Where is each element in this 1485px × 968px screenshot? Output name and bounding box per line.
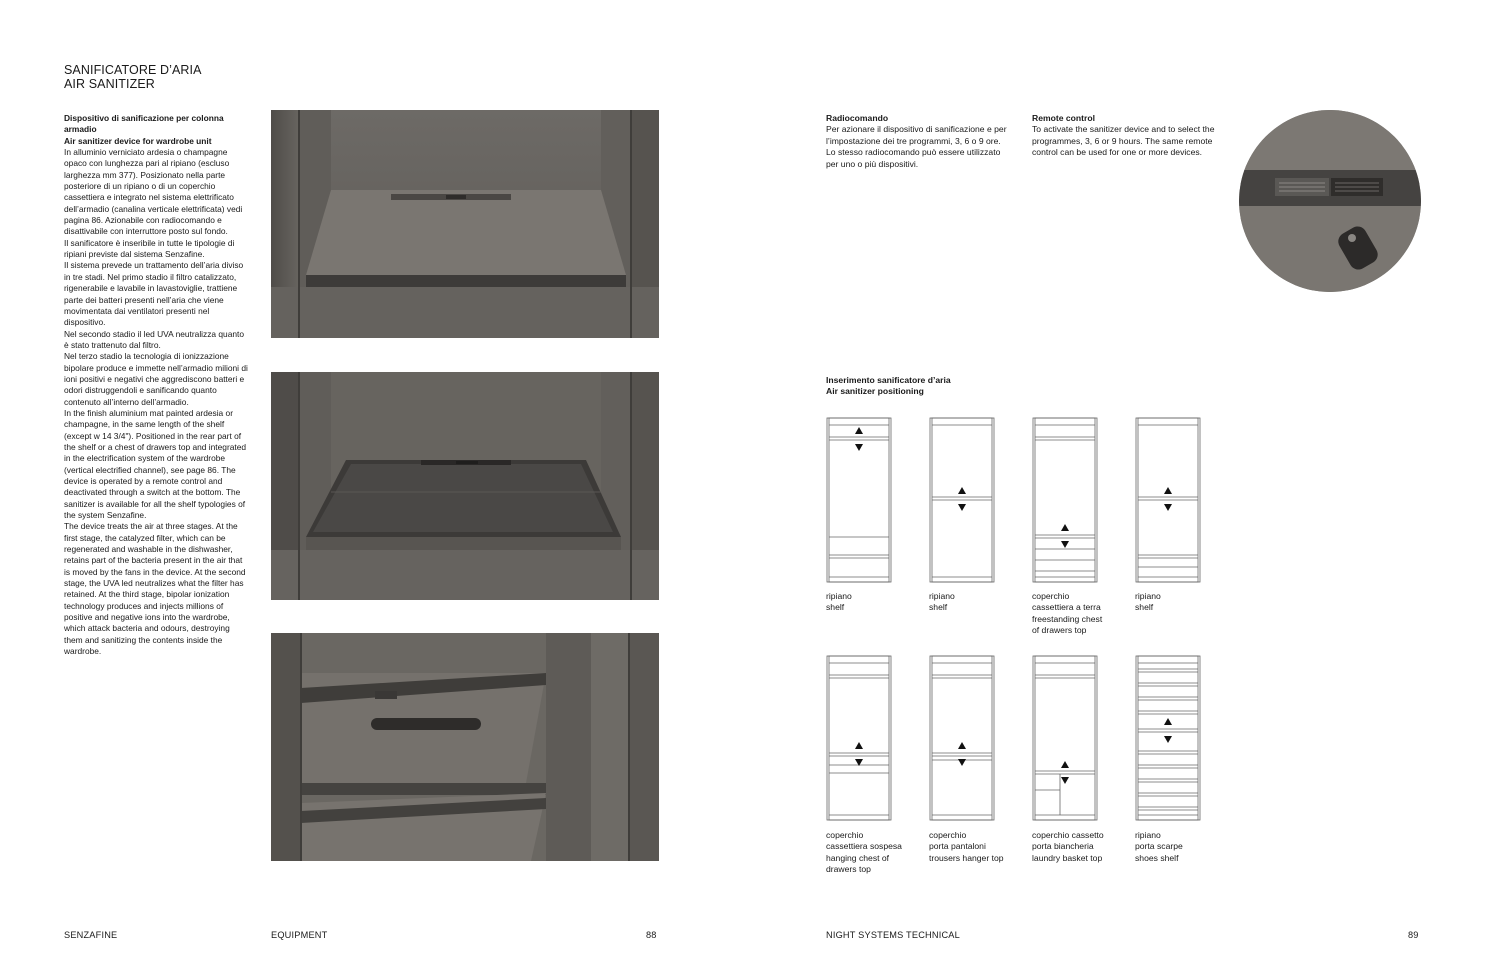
remote-control-english: [1032, 113, 1217, 159]
diagram-shelf-middle: [929, 417, 995, 583]
title-english: AIR SANITIZER: [64, 77, 155, 91]
caption-line: porta biancheria: [1032, 841, 1094, 852]
caption-line: coperchio cassetto: [1032, 830, 1104, 840]
caption-diagram-3: [1032, 591, 1132, 637]
caption-diagram-4: [1135, 591, 1235, 614]
positioning-heading-it: Inserimento sanificatore d’aria: [826, 375, 951, 385]
photo-glass-shelf-sanitizer: [271, 372, 659, 600]
paragraph-it-4: Nel secondo stadio il led UVA neutralizza quanto è stato trattenuto dal filtro.: [64, 328, 245, 350]
caption-line: coperchio: [1032, 591, 1070, 601]
caption-line: ripiano: [1135, 830, 1161, 840]
caption-line: coperchio: [929, 830, 967, 840]
paragraph-it-2: Il sanificatore è inseribile in tutte le tipologie di ripiani previste dal sistema Senzafine.: [64, 237, 235, 260]
remote-text-en: To activate the sanitizer device and to select the programmes, 3, 6 or 9 hours. The same remote control can be used for one or more devices.: [1032, 124, 1215, 158]
caption-diagram-8: [1135, 830, 1235, 864]
page-title: [64, 63, 202, 91]
caption-diagram-1: [826, 591, 926, 614]
diagram-shelf-top: [826, 417, 892, 583]
paragraph-it-3: Il sistema prevede un trattamento dell’aria diviso in tre stadi. Nel primo stadio il filtro catalizzato, rigenerabile e lavabile in lavastoviglie, trattiene parte dei batteri presenti nell’aria che viene movimentata dai ventilatori presenti nel dispositivo.: [64, 260, 244, 328]
caption-line: freestanding chest: [1032, 613, 1103, 624]
paragraph-en-2: The device treats the air at three stages. At the first stage, the catalyzed filter, which can be regenerated and washable in the dishwasher, retains part of the bacteria present in the air that is moved by the fans in the device. At the second stage, the UVA led neutralizes what the filter has retained. At the third stage, bipolar ionization technology produces and injects millions of positive and negative ions into the wardrobe, which attack bacteria and odours, destroying them and sanitizing the contents inside the wardrobe.: [64, 521, 246, 657]
title-italian: SANIFICATORE D’ARIA: [64, 63, 202, 77]
caption-line: shoes shelf: [1135, 852, 1179, 863]
caption-line: ripiano: [1135, 591, 1161, 601]
photo-remote-control: [1239, 110, 1421, 292]
diagram-hanging-drawers: [826, 655, 892, 821]
caption-diagram-7: [1032, 830, 1132, 864]
caption-line: trousers hanger top: [929, 852, 1004, 863]
photo-shelf-sanitizer: [271, 110, 659, 338]
remote-control-italian: [826, 113, 1011, 170]
caption-line: shelf: [929, 602, 948, 613]
caption-line: coperchio: [826, 830, 864, 840]
caption-diagram-6: [929, 830, 1029, 864]
positioning-heading-en: Air sanitizer positioning: [826, 386, 924, 397]
subtitle-italian: Dispositivo di sanificazione per colonna armadio: [64, 113, 224, 135]
diagram-shoes-shelf: [1135, 655, 1201, 821]
caption-line: shelf: [1135, 602, 1154, 613]
positioning-heading: [826, 375, 951, 398]
paragraph-it-5: Nel terzo stadio la tecnologia di ionizzazione bipolare produce e immette nell’armadio milioni di ioni positivi e negativi che aggrediscono batteri e odori distruggendoli e sanificando quanto contenuto all’interno dell’armadio.: [64, 351, 248, 407]
subtitle-english: Air sanitizer device for wardrobe unit: [64, 135, 212, 146]
remote-heading-it: Radiocomando: [826, 113, 889, 123]
caption-line: ripiano: [929, 591, 955, 601]
caption-line: shelf: [826, 602, 845, 613]
caption-diagram-5: [826, 830, 926, 876]
caption-line: hanging chest of: [826, 852, 890, 863]
caption-line: porta scarpe: [1135, 841, 1183, 852]
caption-line: drawers top: [826, 864, 871, 875]
paragraph-en-1: In the finish aluminium mat painted ardesia or champagne, in the same length of the shelf (except w 14 3/4"). Positioned in the rear part of the shelf or a chest of drawers top and integrated in the electrification system of the wardrobe (vertical electrified channel), see page 86. The device is operated by a remote control and deactivated through a switch at the bottom. The sanitizer is available for all the shelf typologies of the system Senzafine.: [64, 407, 247, 521]
caption-line: laundry basket top: [1032, 852, 1103, 863]
caption-line: cassettiera sospesa: [826, 841, 902, 852]
caption-line: porta pantaloni: [929, 841, 986, 852]
remote-heading-en: Remote control: [1032, 113, 1096, 123]
caption-line: cassettiera a terra: [1032, 602, 1101, 613]
diagram-laundry-basket: [1032, 655, 1098, 821]
diagram-freestanding-drawers: [1032, 417, 1098, 583]
footer-page-number-right: 89: [1408, 930, 1419, 940]
diagram-trousers-hanger: [929, 655, 995, 821]
photo-shoe-shelf-sanitizer: [271, 633, 659, 861]
caption-line: of drawers top: [1032, 625, 1087, 636]
footer-section-right: NIGHT SYSTEMS TECHNICAL: [826, 930, 960, 940]
caption-diagram-2: [929, 591, 1029, 614]
caption-line: ripiano: [826, 591, 852, 601]
footer-page-number-left: 88: [646, 930, 657, 940]
footer-section-left: EQUIPMENT: [271, 930, 328, 940]
paragraph-it-1: In alluminio verniciato ardesia o champagne opaco con lunghezza pari al ripiano (escluso larghezza mm 377). Posizionato nella parte posteriore di un ripiano o di un coperchio cassettiera e integrato nel sistema elettrificato dell’armadio (canalina verticale elettrificata) vedi pagina 86. Azionabile con radiocomando e disattivabile con interruttore posto sul fondo.: [64, 147, 243, 237]
footer-brand: SENZAFINE: [64, 930, 118, 940]
description-column: [64, 113, 248, 658]
diagram-shelf-with-drawers: [1135, 417, 1201, 583]
remote-text-it: Per azionare il dispositivo di sanificazione e per l’impostazione dei tre programmi, 3, 6 o 9 ore. Lo stesso radiocomando può essere utilizzato per uno o più dispositivi.: [826, 124, 1007, 169]
